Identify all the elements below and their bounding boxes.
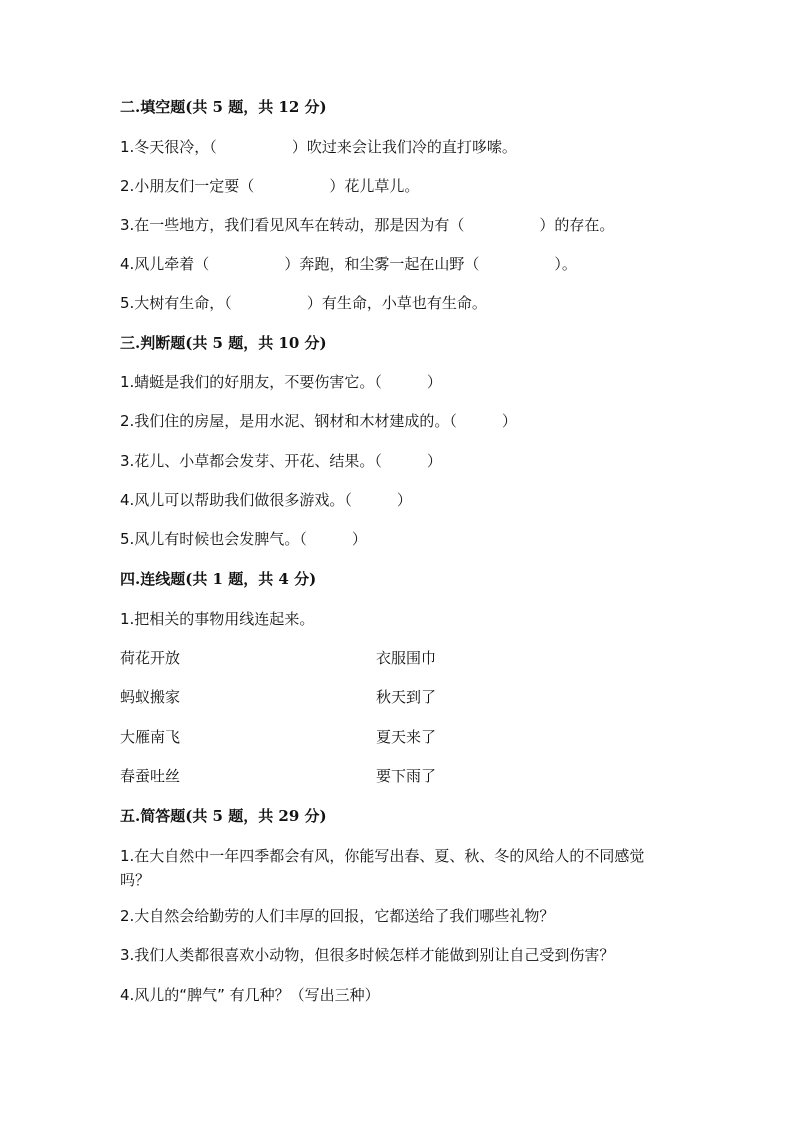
fill-question-3: 3.在一些地方，我们看见风车在转动，那是因为有（ ）的存在。 xyxy=(120,216,615,234)
short-question-3: 3.我们人类都很喜欢小动物，但很多时候怎样才能做到别让自己受到伤害？ xyxy=(120,946,615,964)
match-question-1: 1.把相关的事物用线连起来。 xyxy=(120,610,315,628)
judge-question-1: 1.蜻蜓是我们的好朋友，不要伤害它。（ ） xyxy=(120,373,442,391)
section-4-heading: 四.连线题(共 1 题，共 4 分) xyxy=(120,570,317,588)
judge-question-5: 5.风儿有时候也会发脾气。（ ） xyxy=(120,530,367,548)
fill-question-1: 1.冬天很冷，（ ）吹过来会让我们冷的直打哆嗦。 xyxy=(120,138,517,156)
match-left-item: 荷花开放 xyxy=(120,649,181,667)
judge-question-2: 2.我们住的房屋，是用水泥、钢材和木材建成的。（ ） xyxy=(120,412,517,430)
match-left-item: 蚂蚁搬家 xyxy=(120,688,181,706)
match-right-item: 衣服围巾 xyxy=(376,649,437,667)
judge-question-3: 3.花儿、小草都会发芽、开花、结果。（ ） xyxy=(120,452,442,470)
match-right-item: 要下雨了 xyxy=(376,767,437,785)
short-question-4: 4.风儿的“脾气” 有几种？（写出三种） xyxy=(120,986,380,1004)
short-question-1: 1.在大自然中一年四季都会有风，你能写出春、夏、秋、冬的风给人的不同感觉吗？ xyxy=(120,847,645,889)
fill-question-4: 4.风儿牵着（ ）奔跑，和尘雾一起在山野（ ）。 xyxy=(120,255,577,273)
short-question-2: 2.大自然会给勤劳的人们丰厚的回报，它都送给了我们哪些礼物？ xyxy=(120,907,555,925)
fill-question-5: 5.大树有生命，（ ）有生命，小草也有生命。 xyxy=(120,294,487,312)
section-3-heading: 三.判断题(共 5 题，共 10 分) xyxy=(120,334,327,352)
section-2-heading: 二.填空题(共 5 题，共 12 分) xyxy=(120,98,327,116)
judge-question-4: 4.风儿可以帮助我们做很多游戏。（ ） xyxy=(120,491,412,509)
section-5-heading: 五.简答题(共 5 题，共 29 分) xyxy=(120,807,327,825)
match-left-item: 春蚕吐丝 xyxy=(120,767,181,785)
fill-question-2: 2.小朋友们一定要（ ）花儿草儿。 xyxy=(120,177,420,195)
match-right-item: 秋天到了 xyxy=(376,688,437,706)
match-left-item: 大雁南飞 xyxy=(120,728,181,746)
match-right-item: 夏天来了 xyxy=(376,728,437,746)
